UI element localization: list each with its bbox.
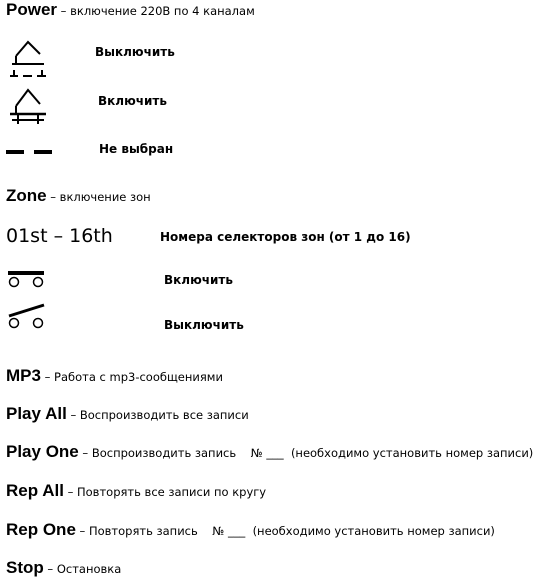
zone-range: 01st – 16th [6, 225, 113, 247]
command-rep-all [6, 481, 266, 501]
zone-heading [6, 186, 151, 206]
plug-on-icon [6, 82, 50, 126]
command-title: Rep One [6, 520, 76, 539]
command-description: – Воспроизводить запись № ___ (необходимо установить номер записи) [78, 446, 534, 460]
command-title: Play One [6, 442, 79, 461]
mp3-title: MP3 [6, 366, 41, 385]
switch-open-icon [6, 302, 48, 330]
mp3-description: – Работа с mp3-сообщениями [40, 370, 223, 384]
command-play-all [6, 404, 249, 424]
power-title: Power [6, 0, 58, 19]
power-off-label: Выключить [95, 45, 175, 59]
double-dash-icon [6, 146, 54, 156]
power-none-label: Не выбран [99, 142, 174, 156]
zone-title: Zone [6, 186, 47, 205]
command-title: Stop [6, 558, 44, 577]
command-description: – Остановка [43, 562, 122, 576]
command-description: – Воспроизводить все записи [66, 408, 249, 422]
command-stop [6, 558, 121, 578]
power-description: – включение 220В по 4 каналам [57, 4, 255, 18]
command-description: – Повторять запись № ___ (необходимо установить номер записи) [75, 524, 495, 538]
command-play-one [6, 442, 533, 462]
zone-range-description: Номера селекторов зон (от 1 до 16) [160, 230, 411, 244]
switch-closed-icon [6, 268, 48, 290]
command-title: Play All [6, 404, 67, 423]
command-description: – Повторять все записи по кругу [63, 485, 267, 499]
power-heading [6, 0, 255, 20]
zone-description: – включение зон [46, 190, 151, 204]
command-rep-one [6, 520, 495, 540]
zone-off-label: Выключить [164, 318, 244, 332]
command-title: Rep All [6, 481, 64, 500]
plug-off-icon [6, 34, 50, 78]
mp3-heading [6, 366, 223, 386]
zone-on-label: Включить [164, 273, 233, 287]
power-on-label: Включить [98, 94, 167, 108]
